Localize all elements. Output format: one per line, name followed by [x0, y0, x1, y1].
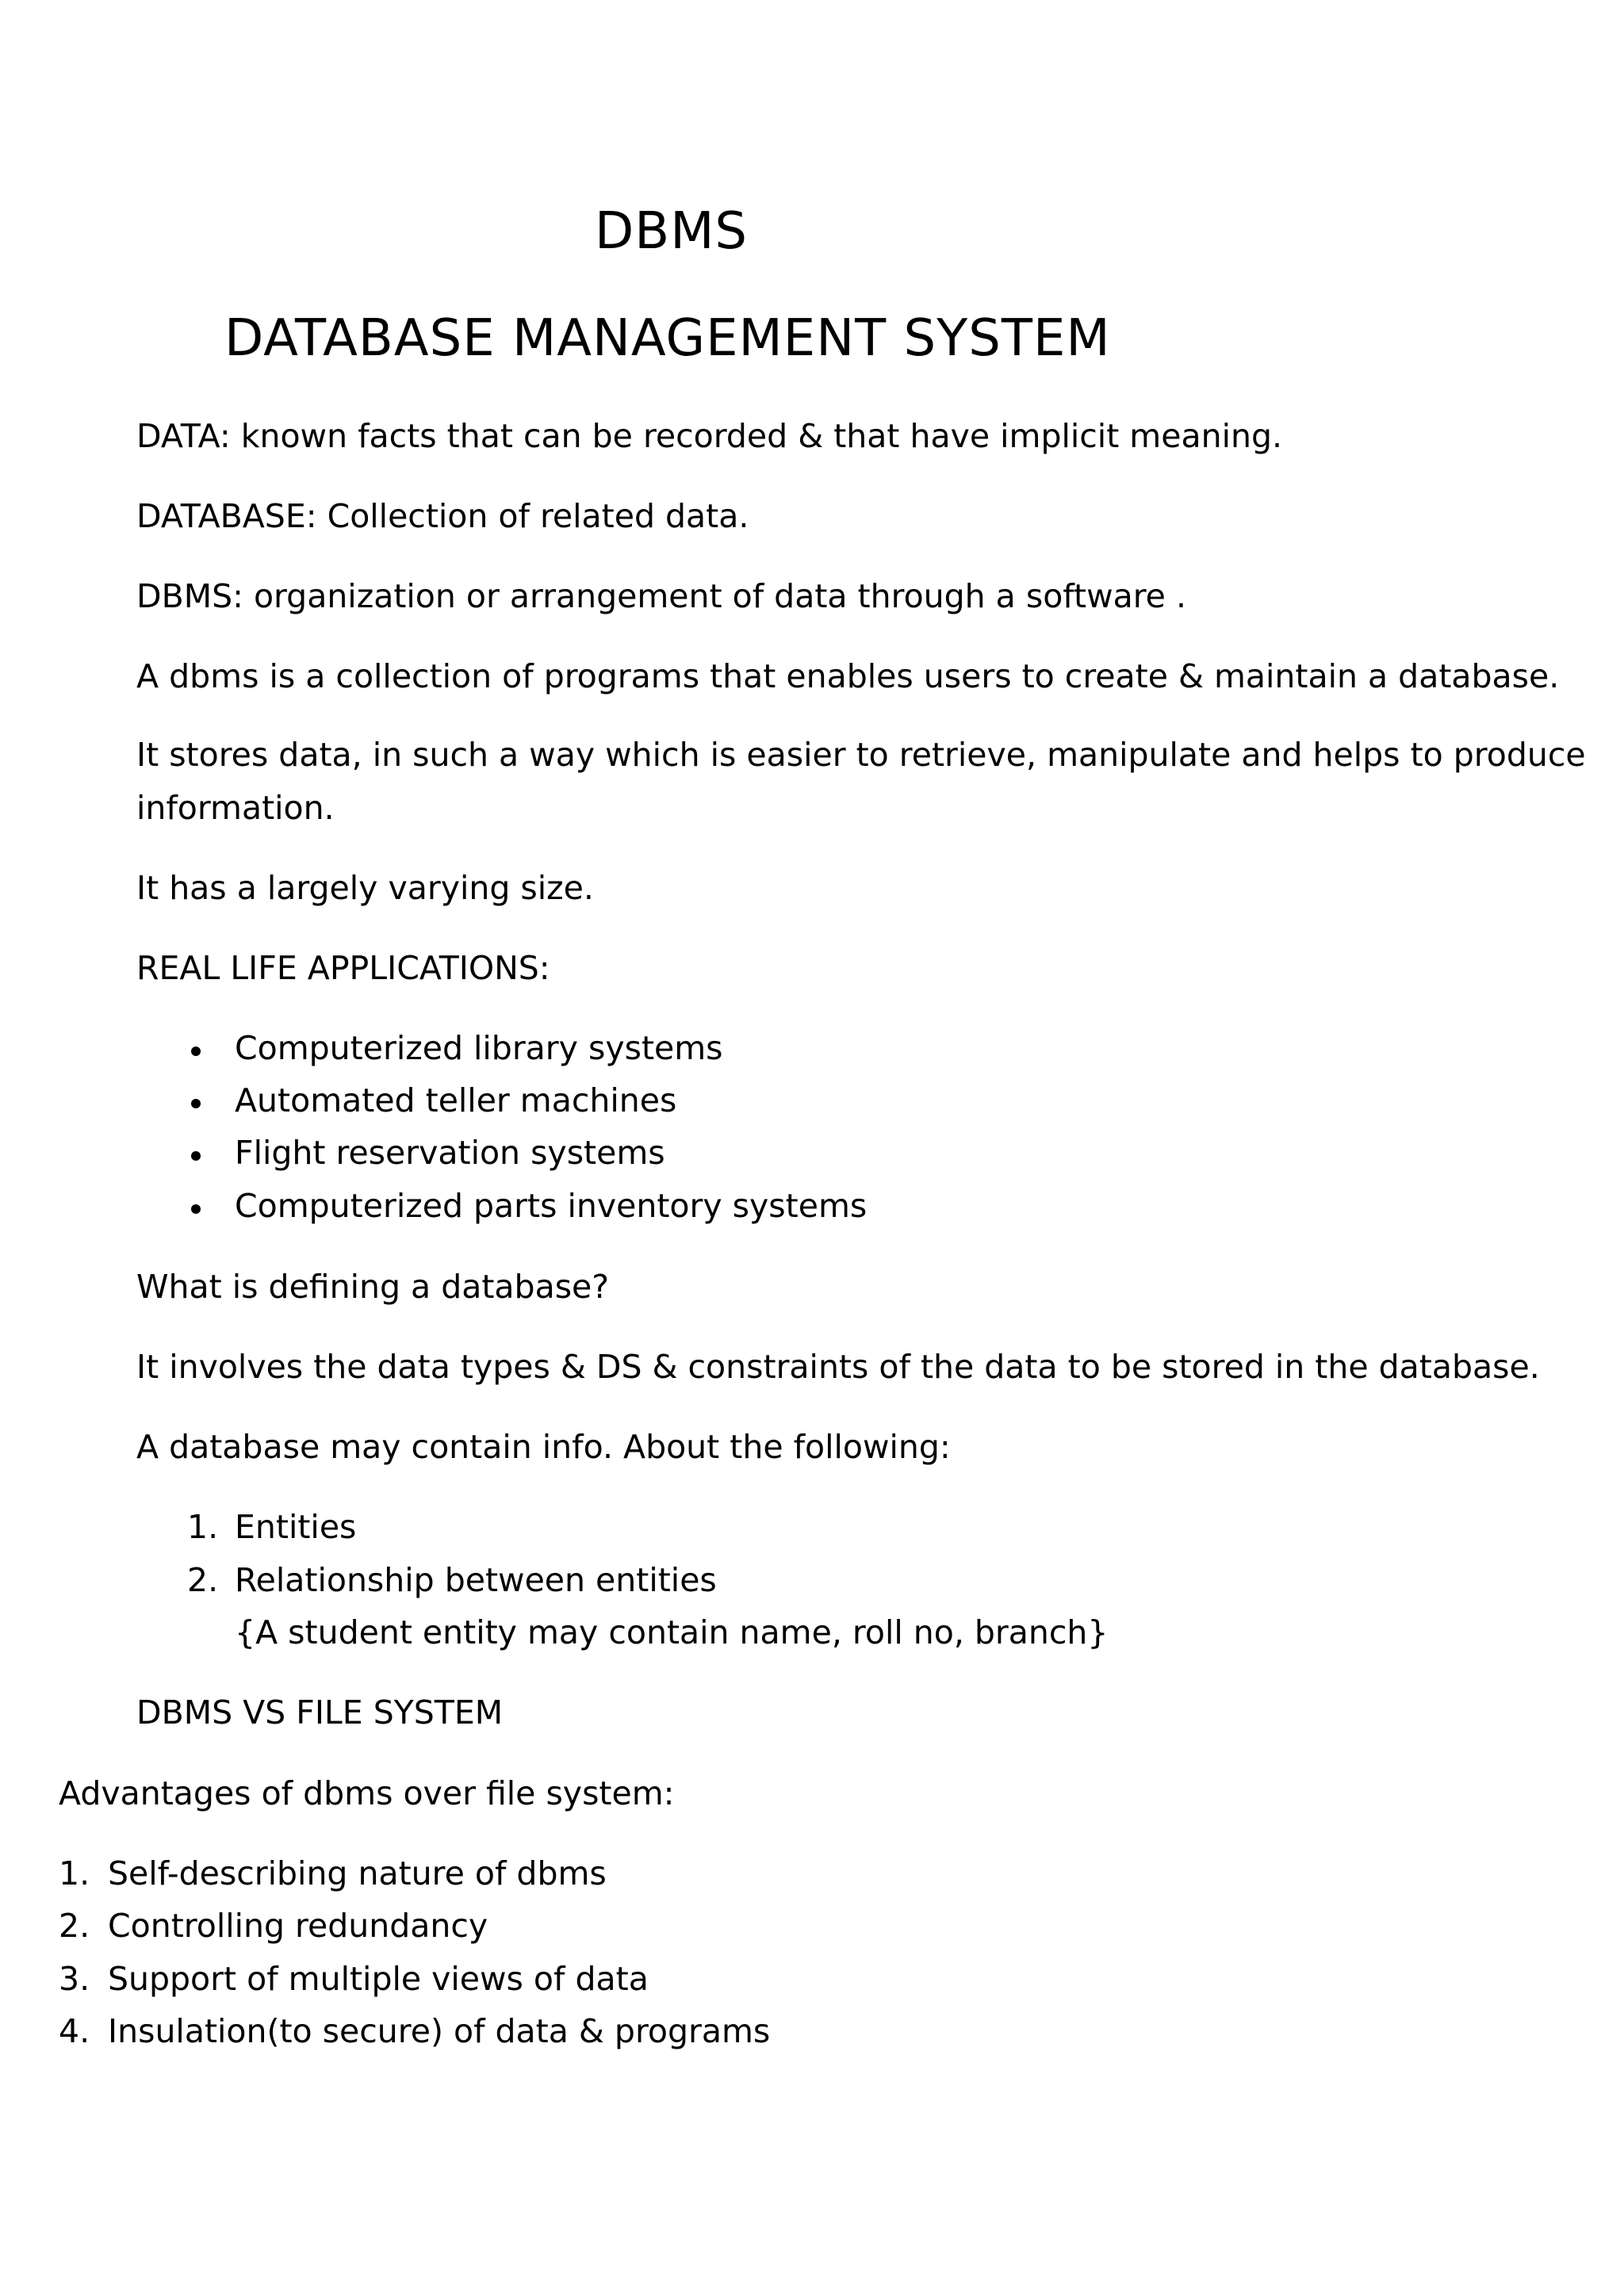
- list-item: Computerized parts inventory systems: [235, 1187, 868, 1225]
- description-line: It has a largely varying size.: [136, 869, 594, 907]
- description-line: It stores data, in such a way which is easier to retrieve, manipulate and helps to produce: [136, 736, 1586, 774]
- page-subtitle: DATABASE MANAGEMENT SYSTEM: [224, 309, 1111, 368]
- contains-intro: A database may contain info. About the following:: [136, 1428, 951, 1466]
- list-item: Insulation(to secure) of data & programs: [108, 2012, 771, 2050]
- list-item: Automated teller machines: [235, 1081, 677, 1119]
- list-item: Entities: [235, 1508, 357, 1546]
- bullet-icon: [191, 1099, 201, 1108]
- section-heading-comparison: DBMS VS FILE SYSTEM: [136, 1693, 504, 1732]
- list-number: 2.: [187, 1561, 219, 1599]
- list-item: Support of multiple views of data: [108, 1960, 649, 1998]
- section-heading-applications: REAL LIFE APPLICATIONS:: [136, 949, 550, 987]
- list-number: 2.: [59, 1907, 90, 1945]
- list-item: Flight reservation systems: [235, 1134, 665, 1172]
- definition-data: DATA: known facts that can be recorded & that have implicit meaning.: [136, 417, 1283, 455]
- definition-database: DATABASE: Collection of related data.: [136, 497, 749, 535]
- answer-text: It involves the data types & DS & constraints of the data to be stored in the database.: [136, 1348, 1540, 1386]
- bullet-icon: [191, 1047, 201, 1056]
- question-text: What is defining a database?: [136, 1268, 610, 1306]
- list-item: Controlling redundancy: [108, 1907, 488, 1945]
- list-number: 3.: [59, 1960, 90, 1998]
- list-number: 1.: [59, 1854, 90, 1892]
- bullet-icon: [191, 1204, 201, 1214]
- list-item: Relationship between entities: [235, 1561, 717, 1599]
- list-item: Computerized library systems: [235, 1029, 723, 1067]
- list-number: 1.: [187, 1508, 219, 1546]
- section-heading-advantages: Advantages of dbms over file system:: [59, 1774, 675, 1812]
- list-item: Self-describing nature of dbms: [108, 1854, 607, 1892]
- description-line: A dbms is a collection of programs that enables users to create & maintain a database.: [136, 657, 1560, 695]
- definition-dbms: DBMS: organization or arrangement of data through a software .: [136, 577, 1186, 615]
- example-text: {A student entity may contain name, roll no, branch}: [235, 1613, 1109, 1651]
- description-line: information.: [136, 789, 335, 827]
- list-number: 4.: [59, 2012, 90, 2050]
- page-title: DBMS: [595, 202, 749, 261]
- bullet-icon: [191, 1151, 201, 1161]
